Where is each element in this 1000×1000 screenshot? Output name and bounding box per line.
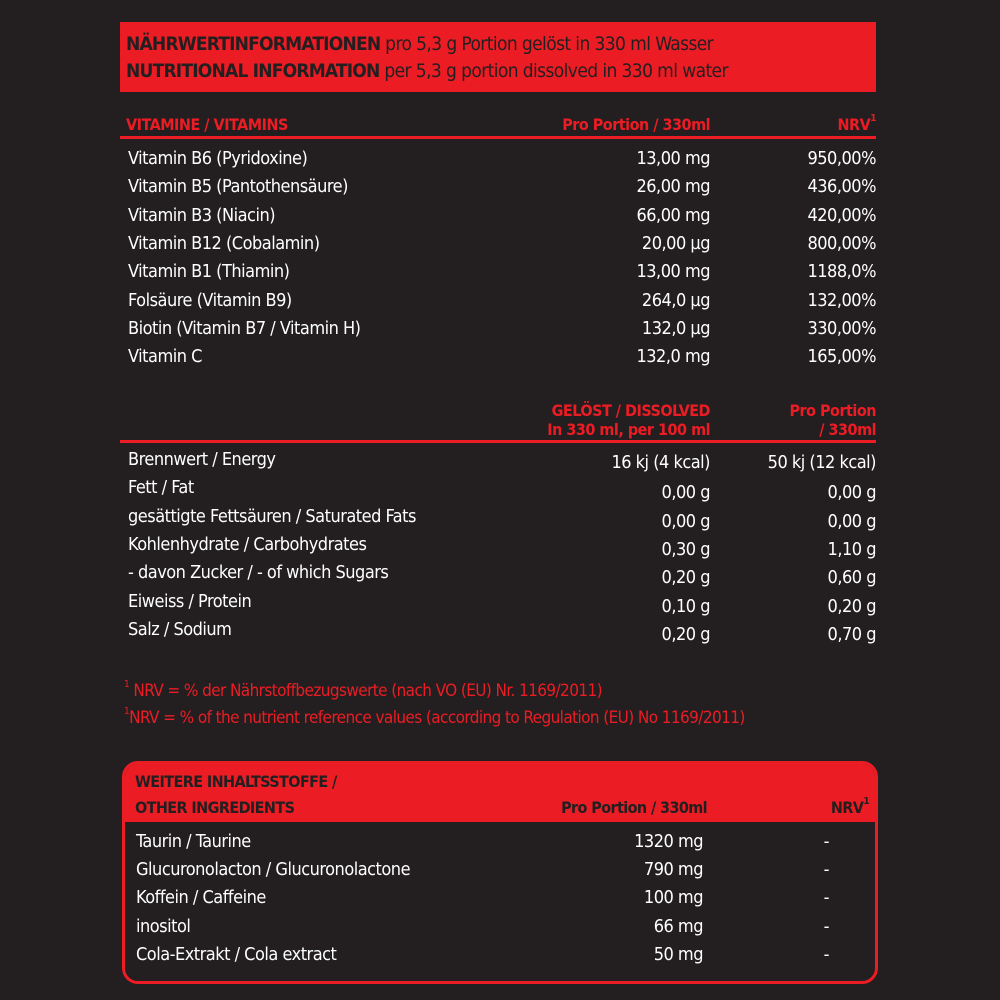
nutrient-row-per100: 16 kj (4 kcal): [611, 452, 710, 473]
footnote-en-sup: 1: [124, 706, 130, 717]
footnote-de-text: NRV = % der Nährstoffbezugswerte (nach VO (EU) Nr. 1169/2011): [129, 681, 602, 701]
title-en-bold: NUTRITIONAL INFORMATION: [126, 60, 380, 82]
nutrient-row: [128, 477, 876, 505]
footnote-en-text: NRV = % of the nutrient reference values (according to Regulation (EU) No 1169/2011): [129, 708, 745, 728]
nutrient-row-name: Kohlenhydrate / Carbohydrates: [128, 533, 367, 555]
nutrient-row: [128, 562, 876, 590]
nutrient-row-portion: 0,70 g: [827, 623, 876, 645]
vitamin-row: [128, 148, 876, 176]
ingredient-row-name: Glucuronolacton / Glucuronolactone: [136, 859, 411, 881]
title-banner: [120, 22, 876, 92]
vitamin-row: [128, 176, 876, 204]
portion-line1: Pro Portion: [789, 401, 876, 420]
vitamin-row-amount: 264,0 µg: [641, 289, 710, 311]
nutrition-col-portion: [789, 401, 876, 439]
title-de-rest: pro 5,3 g Portion gelöst in 330 ml Wasser: [380, 33, 714, 55]
vitamin-row: [128, 318, 876, 346]
ingredient-row: [136, 916, 866, 944]
nutrient-row-portion: 1,10 g: [827, 538, 876, 560]
ingredient-row-nrv: -: [823, 859, 829, 881]
other-title-en: OTHER INGREDIENTS: [135, 798, 295, 817]
nutrient-row-name: Eiweiss / Protein: [128, 590, 252, 612]
vitamin-row-name: Vitamin B1 (Thiamin): [128, 261, 290, 283]
ingredient-row-amount: 100 mg: [643, 887, 703, 909]
vitamin-row-name: Vitamin B12 (Cobalamin): [128, 232, 320, 254]
vitamin-row-nrv: 132,00%: [807, 289, 876, 311]
ingredient-row: [136, 859, 866, 887]
nutrient-row: [128, 591, 876, 619]
vitamin-row-amount: 132,0 mg: [636, 346, 710, 368]
vitamin-row-name: Vitamin C: [128, 346, 202, 368]
ingredient-row-amount: 1320 mg: [634, 831, 703, 852]
ingredient-row-name: Cola-Extrakt / Cola extract: [136, 943, 337, 965]
nutrient-row-portion: 0,00 g: [827, 510, 876, 532]
vitamin-row-nrv: 1188,0%: [807, 261, 876, 283]
vitamin-row-amount: 132,0 µg: [641, 317, 710, 339]
ingredient-row: [136, 831, 866, 859]
footnote-de: [124, 681, 602, 701]
nutrient-row: [128, 449, 876, 477]
vitamins-header: [120, 115, 876, 135]
ingredient-row-nrv: -: [823, 831, 829, 852]
nutrition-divider: [120, 440, 876, 443]
nutrient-row-per100: 0,20 g: [661, 623, 710, 645]
ingredient-row-nrv: -: [823, 887, 829, 909]
ingredient-row-name: Koffein / Caffeine: [136, 887, 266, 909]
vitamin-row-name: Folsäure (Vitamin B9): [128, 289, 292, 311]
vitamin-row-amount: 26,00 mg: [636, 176, 710, 198]
other-col-nrv: [831, 798, 869, 817]
vitamins-title: VITAMINE / VITAMINS: [126, 115, 288, 134]
title-de-bold: NÄHRWERTINFORMATIONEN: [126, 33, 381, 55]
vitamins-divider: [120, 136, 876, 139]
nutrient-row-per100: 0,10 g: [661, 595, 710, 617]
nutrient-row-portion: 50 kj (12 kcal): [767, 452, 876, 473]
footnote-en: [124, 708, 745, 728]
nutrient-row-name: Fett / Fat: [128, 477, 194, 499]
vitamin-row-nrv: 950,00%: [807, 148, 876, 169]
nrv-label: NRV: [837, 115, 871, 134]
ingredient-row-amount: 50 mg: [653, 943, 703, 965]
vitamin-row-name: Vitamin B6 (Pyridoxine): [128, 148, 308, 169]
nutrient-row-name: - davon Zucker / - of which Sugars: [128, 562, 389, 584]
ingredient-row-name: Taurin / Taurine: [136, 831, 251, 852]
vitamin-row: [128, 290, 876, 318]
dissolved-line2: In 330 ml, per 100 ml: [547, 420, 710, 439]
nutrient-row-name: gesättigte Fettsäuren / Saturated Fats: [128, 505, 416, 527]
nutrient-row: [128, 534, 876, 562]
vitamin-row-name: Vitamin B3 (Niacin): [128, 204, 276, 226]
vitamin-row-nrv: 800,00%: [807, 232, 876, 254]
vitamins-col-portion: Pro Portion / 330ml: [562, 115, 710, 134]
vitamins-col-nrv: [837, 115, 876, 134]
vitamin-row: [128, 261, 876, 289]
vitamin-row-name: Biotin (Vitamin B7 / Vitamin H): [128, 317, 361, 339]
nutrient-row-name: Brennwert / Energy: [128, 449, 276, 470]
nutrition-header: [120, 401, 876, 441]
title-line-en: [126, 58, 876, 85]
other-title-de: WEITERE INHALTSSTOFFE /: [135, 772, 337, 791]
vitamin-row: [128, 346, 876, 374]
vitamin-row-name: Vitamin B5 (Pantothensäure): [128, 176, 348, 198]
other-ingredients-header: [125, 764, 875, 822]
nutrient-row-per100: 0,30 g: [661, 538, 710, 560]
ingredient-row: [136, 944, 866, 972]
dissolved-line1: GELÖST / DISSOLVED: [551, 401, 710, 420]
portion-line2: / 330ml: [819, 420, 876, 439]
vitamin-row-amount: 66,00 mg: [636, 204, 710, 226]
nutrient-row-per100: 0,20 g: [661, 567, 710, 589]
ingredient-row-nrv: -: [823, 943, 829, 965]
vitamin-row-nrv: 436,00%: [807, 176, 876, 198]
vitamin-row-amount: 20,00 µg: [641, 232, 710, 254]
ingredient-row-amount: 790 mg: [643, 859, 703, 881]
nrv-sup: 1: [870, 113, 876, 124]
ingredient-row-nrv: -: [823, 915, 829, 937]
other-ingredients-box: [122, 761, 878, 984]
title-en-rest: per 5,3 g portion dissolved in 330 ml water: [379, 60, 728, 82]
nutrient-row: [128, 619, 876, 647]
nutrient-row-portion: 0,60 g: [827, 567, 876, 589]
vitamin-row: [128, 205, 876, 233]
vitamin-row-nrv: 330,00%: [807, 317, 876, 339]
nutrition-col-dissolved: [547, 401, 710, 439]
ingredient-row: [136, 887, 866, 915]
vitamin-row-amount: 13,00 mg: [636, 261, 710, 283]
vitamin-row-amount: 13,00 mg: [636, 148, 710, 169]
nutrient-row-portion: 0,00 g: [827, 482, 876, 504]
nutrient-row-portion: 0,20 g: [827, 595, 876, 617]
nutrient-row-name: Salz / Sodium: [128, 618, 232, 640]
nutrient-row: [128, 506, 876, 534]
vitamin-row-nrv: 420,00%: [807, 204, 876, 226]
ingredient-row-name: inositol: [136, 915, 191, 937]
title-line-de: [126, 31, 876, 58]
ingredient-row-amount: 66 mg: [653, 915, 703, 937]
nutrient-row-per100: 0,00 g: [661, 510, 710, 532]
other-col-portion: Pro Portion / 330ml: [561, 798, 707, 817]
other-nrv-label: NRV: [830, 798, 864, 817]
nutrient-row-per100: 0,00 g: [661, 482, 710, 504]
vitamin-row: [128, 233, 876, 261]
footnote-de-sup: 1: [124, 679, 130, 690]
vitamin-row-nrv: 165,00%: [807, 346, 876, 368]
other-nrv-sup: 1: [863, 796, 869, 807]
